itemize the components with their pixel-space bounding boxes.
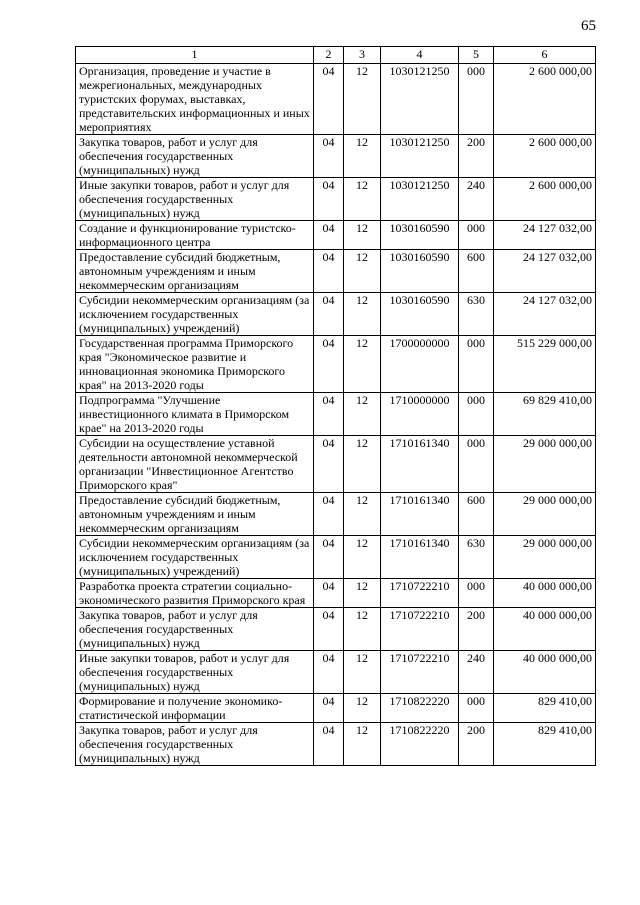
row-target-article: 1710722210 (381, 608, 459, 651)
row-target-article: 1710161340 (381, 436, 459, 493)
row-subsection-code: 12 (344, 64, 381, 135)
row-target-article: 1700000000 (381, 336, 459, 393)
row-target-article: 1030160590 (381, 250, 459, 293)
row-target-article: 1030160590 (381, 221, 459, 250)
row-section-code: 04 (314, 651, 344, 694)
header-col-1: 1 (76, 47, 314, 64)
row-expense-type: 000 (459, 64, 494, 135)
row-amount: 29 000 000,00 (494, 493, 596, 536)
row-section-code: 04 (314, 178, 344, 221)
budget-table (75, 46, 596, 766)
row-name: Закупка товаров, работ и услуг для обеспечения государственных (муниципальных) нужд (76, 723, 314, 766)
row-name: Иные закупки товаров, работ и услуг для обеспечения государственных (муниципальных) нужд (76, 651, 314, 694)
table-row (76, 178, 596, 221)
row-expense-type: 000 (459, 336, 494, 393)
header-col-5: 5 (459, 47, 494, 64)
row-subsection-code: 12 (344, 651, 381, 694)
header-col-6: 6 (494, 47, 596, 64)
row-section-code: 04 (314, 135, 344, 178)
row-expense-type: 630 (459, 293, 494, 336)
row-amount: 40 000 000,00 (494, 608, 596, 651)
row-expense-type: 200 (459, 723, 494, 766)
row-section-code: 04 (314, 336, 344, 393)
table-row (76, 336, 596, 393)
table-row (76, 250, 596, 293)
row-target-article: 1030121250 (381, 178, 459, 221)
row-expense-type: 600 (459, 250, 494, 293)
row-target-article: 1710161340 (381, 536, 459, 579)
row-section-code: 04 (314, 723, 344, 766)
row-name: Подпрограмма "Улучшение инвестиционного климата в Приморском крае" на 2013-2020 годы (76, 393, 314, 436)
row-subsection-code: 12 (344, 178, 381, 221)
row-section-code: 04 (314, 293, 344, 336)
row-section-code: 04 (314, 436, 344, 493)
row-name: Государственная программа Приморского края "Экономическое развитие и инновационная экономика Приморского края" на 2013-2020 годы (76, 336, 314, 393)
header-col-4: 4 (381, 47, 459, 64)
row-subsection-code: 12 (344, 579, 381, 608)
row-amount: 515 229 000,00 (494, 336, 596, 393)
table-row (76, 608, 596, 651)
row-expense-type: 000 (459, 694, 494, 723)
table-row (76, 651, 596, 694)
row-name: Субсидии некоммерческим организациям (за исключением государственных (муниципальных) учреждений) (76, 536, 314, 579)
table-row (76, 694, 596, 723)
row-name: Предоставление субсидий бюджетным, автономным учреждениям и иным некоммерческим организациям (76, 493, 314, 536)
row-amount: 24 127 032,00 (494, 250, 596, 293)
row-amount: 829 410,00 (494, 723, 596, 766)
row-target-article: 1710822220 (381, 723, 459, 766)
row-name: Создание и функционирование туристско-информационного центра (76, 221, 314, 250)
row-subsection-code: 12 (344, 221, 381, 250)
row-expense-type: 000 (459, 221, 494, 250)
row-target-article: 1030160590 (381, 293, 459, 336)
row-section-code: 04 (314, 64, 344, 135)
row-amount: 2 600 000,00 (494, 135, 596, 178)
table-row (76, 436, 596, 493)
table-row (76, 723, 596, 766)
row-subsection-code: 12 (344, 393, 381, 436)
table-header-row (76, 47, 596, 64)
row-subsection-code: 12 (344, 536, 381, 579)
row-target-article: 1710822220 (381, 694, 459, 723)
table-row (76, 64, 596, 135)
table-row (76, 293, 596, 336)
page-number: 65 (581, 18, 596, 34)
row-section-code: 04 (314, 250, 344, 293)
row-name: Разработка проекта стратегии социально-экономического развития Приморского края (76, 579, 314, 608)
table-row (76, 493, 596, 536)
row-subsection-code: 12 (344, 336, 381, 393)
row-subsection-code: 12 (344, 135, 381, 178)
row-name: Субсидии на осуществление уставной деятельности автономной некоммерческой организации "Инвестиционное Агентство Приморского края" (76, 436, 314, 493)
row-amount: 24 127 032,00 (494, 293, 596, 336)
row-amount: 29 000 000,00 (494, 536, 596, 579)
row-amount: 29 000 000,00 (494, 436, 596, 493)
row-amount: 2 600 000,00 (494, 64, 596, 135)
row-name: Организация, проведение и участие в межрегиональных, международных туристских форумах, выставках, представительских информационных и иных мероприятиях (76, 64, 314, 135)
row-name: Закупка товаров, работ и услуг для обеспечения государственных (муниципальных) нужд (76, 608, 314, 651)
row-expense-type: 200 (459, 608, 494, 651)
row-amount: 829 410,00 (494, 694, 596, 723)
row-amount: 24 127 032,00 (494, 221, 596, 250)
row-subsection-code: 12 (344, 694, 381, 723)
table-row (76, 579, 596, 608)
row-expense-type: 600 (459, 493, 494, 536)
row-name: Закупка товаров, работ и услуг для обеспечения государственных (муниципальных) нужд (76, 135, 314, 178)
row-section-code: 04 (314, 493, 344, 536)
row-section-code: 04 (314, 221, 344, 250)
row-target-article: 1710161340 (381, 493, 459, 536)
table-row (76, 135, 596, 178)
header-col-2: 2 (314, 47, 344, 64)
row-subsection-code: 12 (344, 608, 381, 651)
table-row (76, 393, 596, 436)
row-expense-type: 000 (459, 579, 494, 608)
row-section-code: 04 (314, 694, 344, 723)
row-amount: 69 829 410,00 (494, 393, 596, 436)
row-name: Иные закупки товаров, работ и услуг для обеспечения государственных (муниципальных) нужд (76, 178, 314, 221)
row-section-code: 04 (314, 579, 344, 608)
table-row (76, 221, 596, 250)
header-col-3: 3 (344, 47, 381, 64)
row-target-article: 1710722210 (381, 579, 459, 608)
row-section-code: 04 (314, 393, 344, 436)
row-amount: 2 600 000,00 (494, 178, 596, 221)
row-target-article: 1030121250 (381, 135, 459, 178)
row-section-code: 04 (314, 536, 344, 579)
row-section-code: 04 (314, 608, 344, 651)
row-expense-type: 000 (459, 393, 494, 436)
table-row (76, 536, 596, 579)
row-name: Формирование и получение экономико-статистической информации (76, 694, 314, 723)
row-subsection-code: 12 (344, 723, 381, 766)
row-expense-type: 240 (459, 651, 494, 694)
row-expense-type: 200 (459, 135, 494, 178)
row-name: Предоставление субсидий бюджетным, автономным учреждениям и иным некоммерческим организациям (76, 250, 314, 293)
row-target-article: 1710722210 (381, 651, 459, 694)
row-subsection-code: 12 (344, 436, 381, 493)
row-expense-type: 630 (459, 536, 494, 579)
row-target-article: 1710000000 (381, 393, 459, 436)
row-expense-type: 000 (459, 436, 494, 493)
row-subsection-code: 12 (344, 293, 381, 336)
row-target-article: 1030121250 (381, 64, 459, 135)
row-expense-type: 240 (459, 178, 494, 221)
row-amount: 40 000 000,00 (494, 579, 596, 608)
row-subsection-code: 12 (344, 250, 381, 293)
row-amount: 40 000 000,00 (494, 651, 596, 694)
row-name: Субсидии некоммерческим организациям (за исключением государственных (муниципальных) учреждений) (76, 293, 314, 336)
row-subsection-code: 12 (344, 493, 381, 536)
